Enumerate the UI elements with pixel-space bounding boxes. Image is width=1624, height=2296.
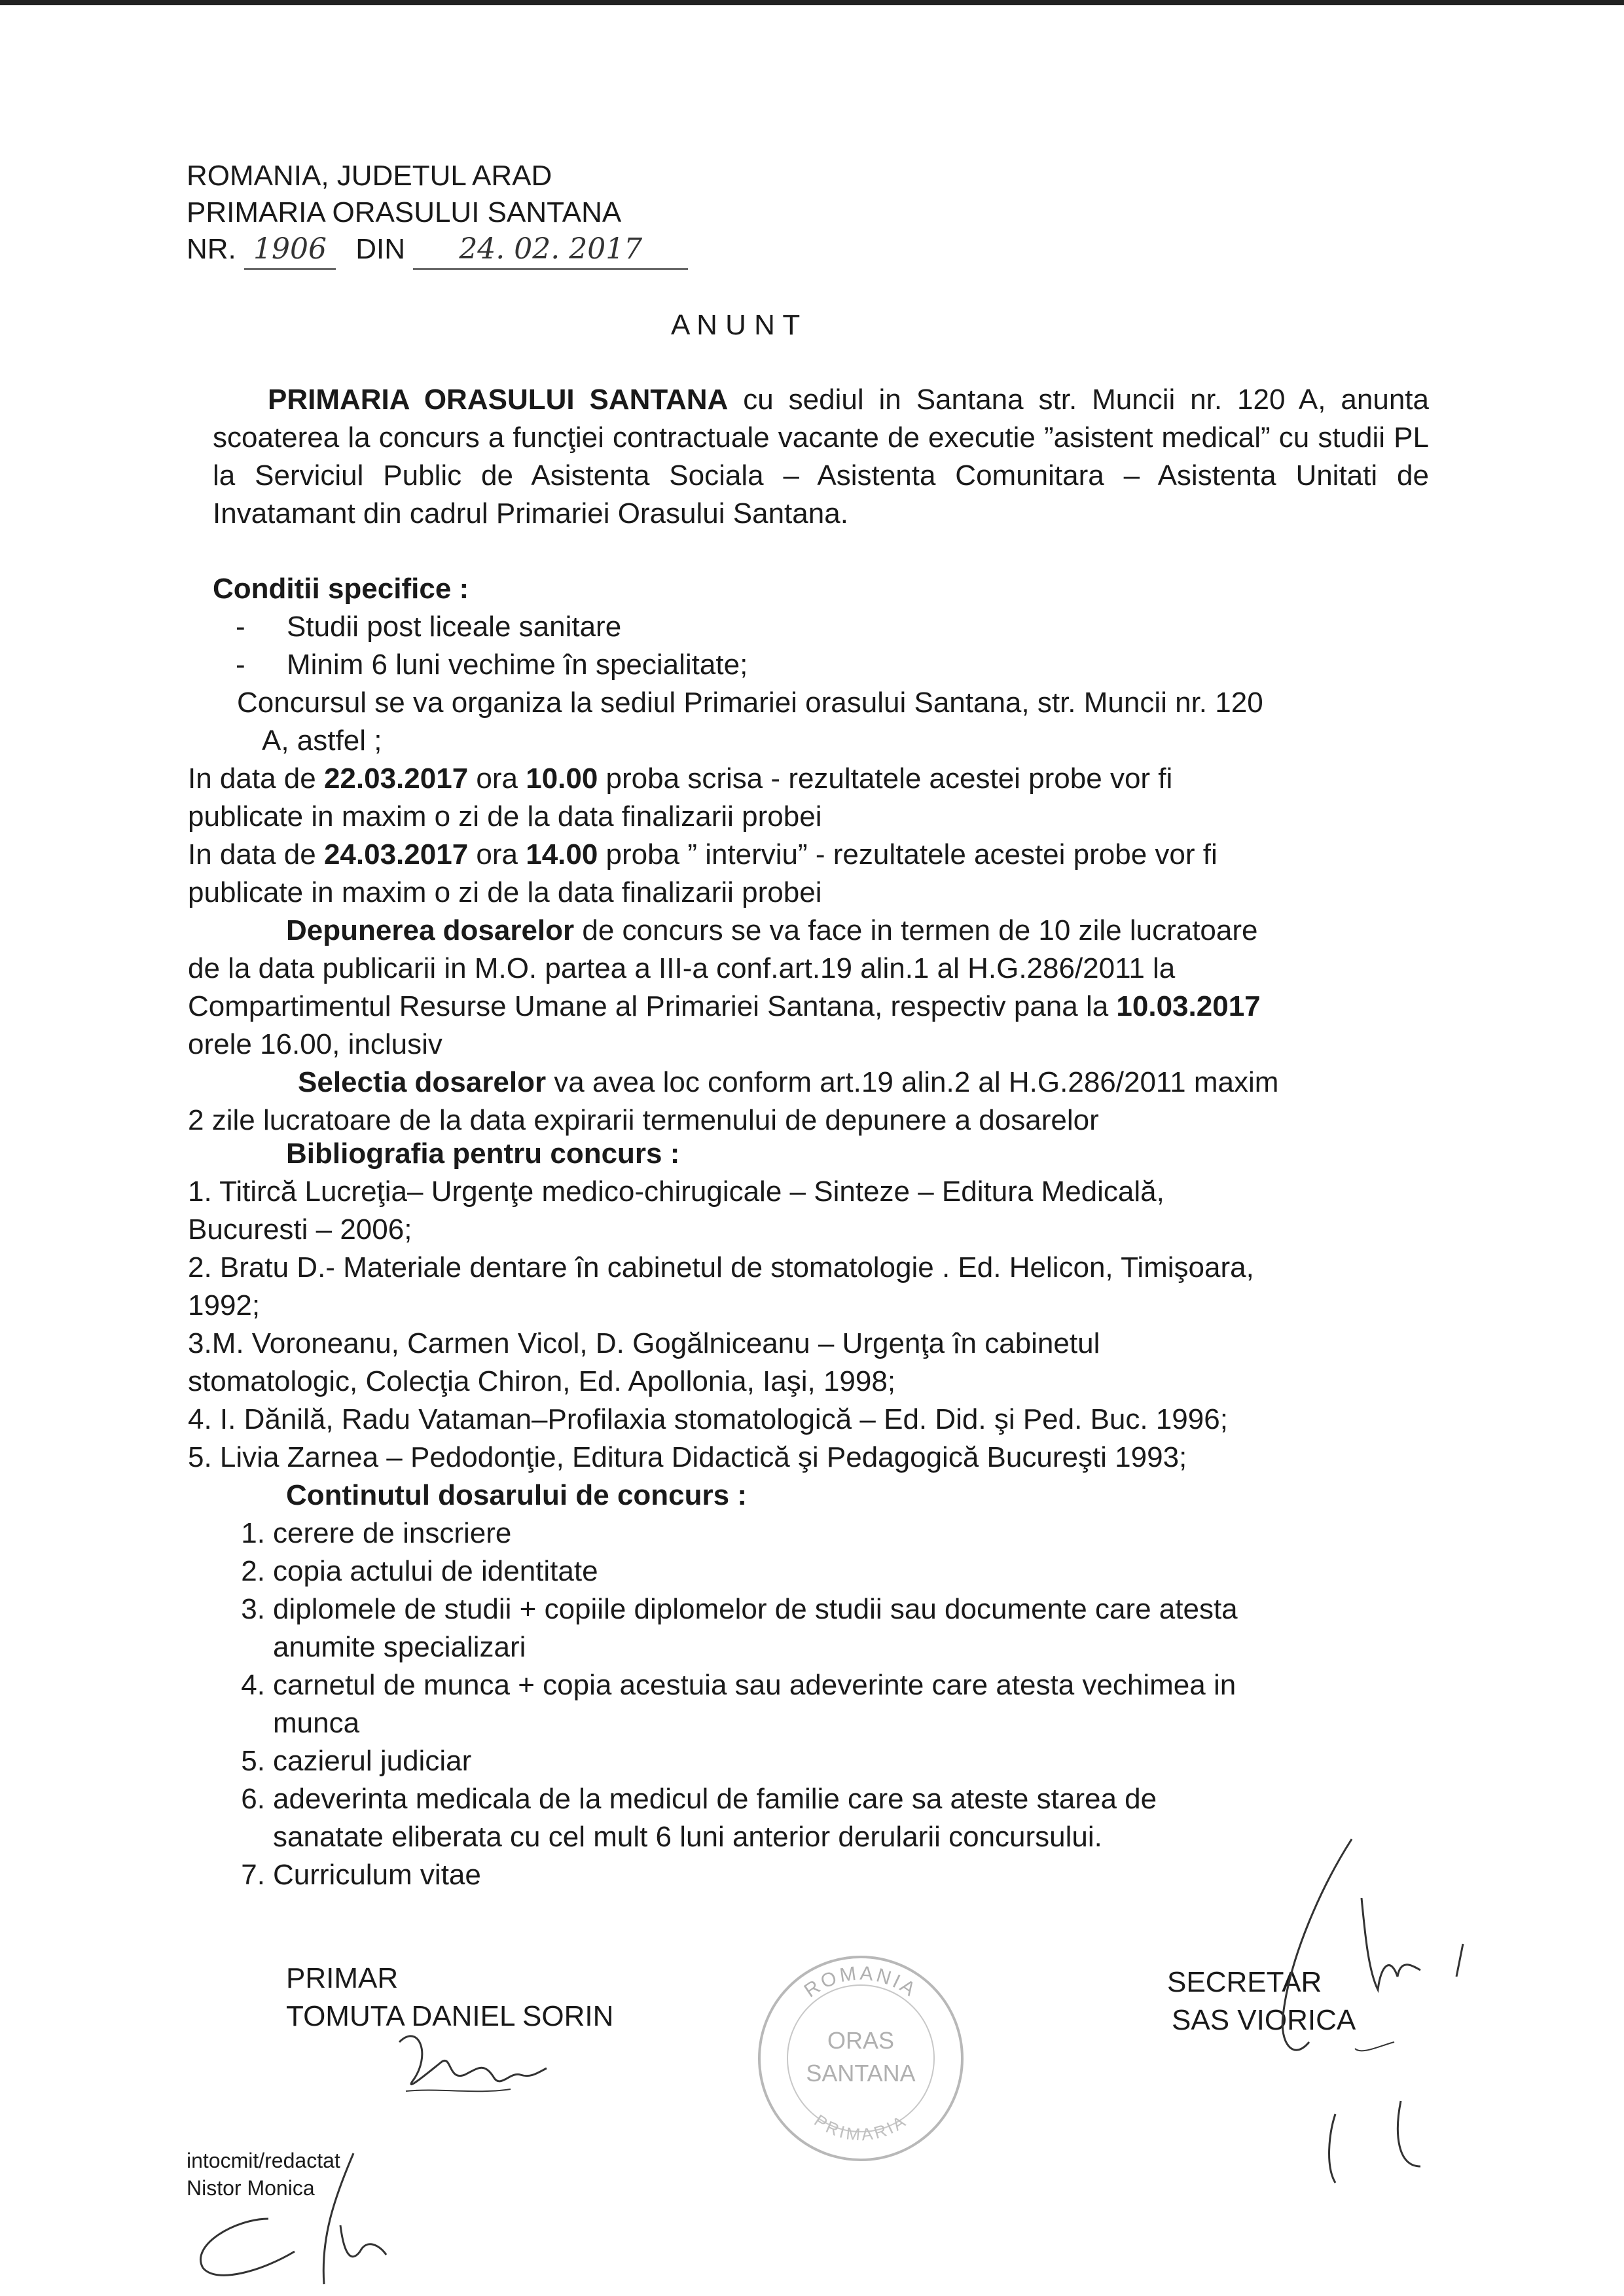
selection-line-2: 2 zile lucratoare de la data expirarii termenului de depunere a dosarelor <box>188 1104 1099 1136</box>
bibliography-line-8: 5. Livia Zarnea – Pedodonţie, Editura Didactică şi Pedagogică Bucureşti 1993; <box>188 1441 1187 1473</box>
condition-item-2: - Minim 6 luni vechime în specialitate; <box>236 649 748 681</box>
bibliography-line-5: 3.M. Voroneanu, Carmen Vicol, D. Gogălniceanu – Urgenţa în cabinetul <box>188 1327 1100 1359</box>
list-item: 3. diplomele de studii + copiile diplomelor de studii sau documente care atesta anumite specializari <box>241 1593 1238 1663</box>
footer-prepared-name: Nistor Monica <box>187 2176 315 2200</box>
list-item: 2. copia actului de identitate <box>241 1555 598 1587</box>
document-title: A N U N T <box>671 309 801 341</box>
schedule-interview-line-2: publicate in maxim o zi de la data finalizarii probei <box>188 876 822 908</box>
deposit-line-2: de la data publicarii in M.O. partea a III-a conf.art.19 alin.1 al H.G.286/2011 la <box>188 952 1176 984</box>
din-value: 24. 02. 2017 <box>413 230 688 270</box>
secretary-name: SAS VIORICA <box>1172 2004 1356 2036</box>
deposit-line-1: Depunerea dosarelor de concurs se va face in termen de 10 zile lucratoare <box>286 914 1258 946</box>
intro-paragraph <box>213 381 1429 533</box>
bibliography-line-6: stomatologic, Colecţia Chiron, Ed. Apollonia, Iaşi, 1998; <box>188 1365 896 1397</box>
list-item: 5. cazierul judiciar <box>241 1745 472 1777</box>
header-line-2: PRIMARIA ORASULUI SANTANA <box>187 196 622 228</box>
registration-line <box>187 230 688 270</box>
deposit-line-3: Compartimentul Resurse Umane al Primariei Santana, respectiv pana la 10.03.2017 <box>188 990 1261 1022</box>
nr-label: NR. <box>187 233 236 265</box>
bibliography-heading: Bibliografia pentru concurs : <box>286 1138 680 1170</box>
bibliography-line-1: 1. Titircă Lucreţia– Urgenţe medico-chirugicale – Sinteze – Editura Medicală, <box>188 1175 1164 1208</box>
venue-line-1: Concursul se va organiza la sediul Primariei orasului Santana, str. Muncii nr. 120 <box>237 687 1263 719</box>
header-line-1: ROMANIA, JUDETUL ARAD <box>187 160 552 192</box>
nr-value: 1906 <box>244 230 336 270</box>
intro-text: cu sediul in Santana str. Muncii nr. 120 A, anunta scoaterea la concurs a funcţiei contractuale vacante de executie ”asistent medical” cu studii PL la Serviciul Public de Asistenta Sociala – Asistenta Comunitara – Asistenta Unitati de Invatamant din cadrul Primariei Orasului Santana. <box>213 384 1429 529</box>
bibliography-line-3: 2. Bratu D.- Materiale dentare în cabinetul de stomatologie . Ed. Helicon, Timişoara, <box>188 1251 1254 1283</box>
stamp-bottom-text: PRIMARIA <box>810 2110 911 2145</box>
dossier-list <box>226 1515 1437 1894</box>
stamp-center-text-1: ORAS <box>827 2027 895 2054</box>
din-label: DIN <box>355 233 406 265</box>
footer-prepared-by: intocmit/redactat <box>187 2149 340 2172</box>
deposit-line-4: orele 16.00, inclusiv <box>188 1028 442 1060</box>
secretary-signature <box>1263 1826 1479 2193</box>
stamp-center-text-2: SANTANA <box>806 2060 916 2087</box>
condition-item-1: - Studii post liceale sanitare <box>236 611 622 643</box>
conditions-heading: Conditii specifice : <box>213 573 469 605</box>
bibliography-line-7: 4. I. Dănilă, Radu Vataman–Profilaxia stomatologică – Ed. Did. şi Ped. Buc. 1996; <box>188 1403 1228 1435</box>
intro-org: PRIMARIA ORASULUI SANTANA <box>268 384 729 416</box>
official-stamp <box>753 1950 969 2166</box>
schedule-interview-line: In data de 24.03.2017 ora 14.00 proba ” interviu” - rezultatele acestei probe vor fi <box>188 838 1218 870</box>
list-item: 4. carnetul de munca + copia acestuia sau adeverinte care atesta vechimea in munca <box>241 1669 1236 1739</box>
mayor-name: TOMUTA DANIEL SORIN <box>286 2000 614 2032</box>
list-item: 1. cerere de inscriere <box>241 1517 512 1549</box>
mayor-role: PRIMAR <box>286 1962 399 1994</box>
schedule-written-line-2: publicate in maxim o zi de la data finalizarii probei <box>188 800 822 833</box>
svg-text:ROMANIA <box>801 1962 922 2001</box>
stamp-top-text: ROMANIA <box>800 1962 922 2002</box>
list-item: 7. Curriculum vitae <box>241 1859 481 1891</box>
bibliography-line-4: 1992; <box>188 1289 261 1321</box>
selection-line-1: Selectia dosarelor va avea loc conform art.19 alin.2 al H.G.286/2011 maxim <box>298 1066 1279 1098</box>
schedule-written-line: In data de 22.03.2017 ora 10.00 proba scrisa - rezultatele acestei probe vor fi <box>188 762 1173 795</box>
scan-top-border <box>0 0 1624 5</box>
secretary-role: SECRETAR <box>1167 1966 1322 1998</box>
mayor-signature <box>380 2016 563 2114</box>
svg-text:PRIMARIA <box>810 2110 911 2144</box>
list-item: 6. adeverinta medicala de la medicul de familie care sa ateste starea de sanatate eliberata cu cel mult 6 luni anterior derularii concursului. <box>241 1783 1157 1853</box>
bibliography-line-2: Bucuresti – 2006; <box>188 1213 412 1246</box>
preparer-signature <box>183 2140 393 2291</box>
venue-line-2: A, astfel ; <box>262 725 382 757</box>
dossier-heading: Continutul dosarului de concurs : <box>286 1479 747 1511</box>
